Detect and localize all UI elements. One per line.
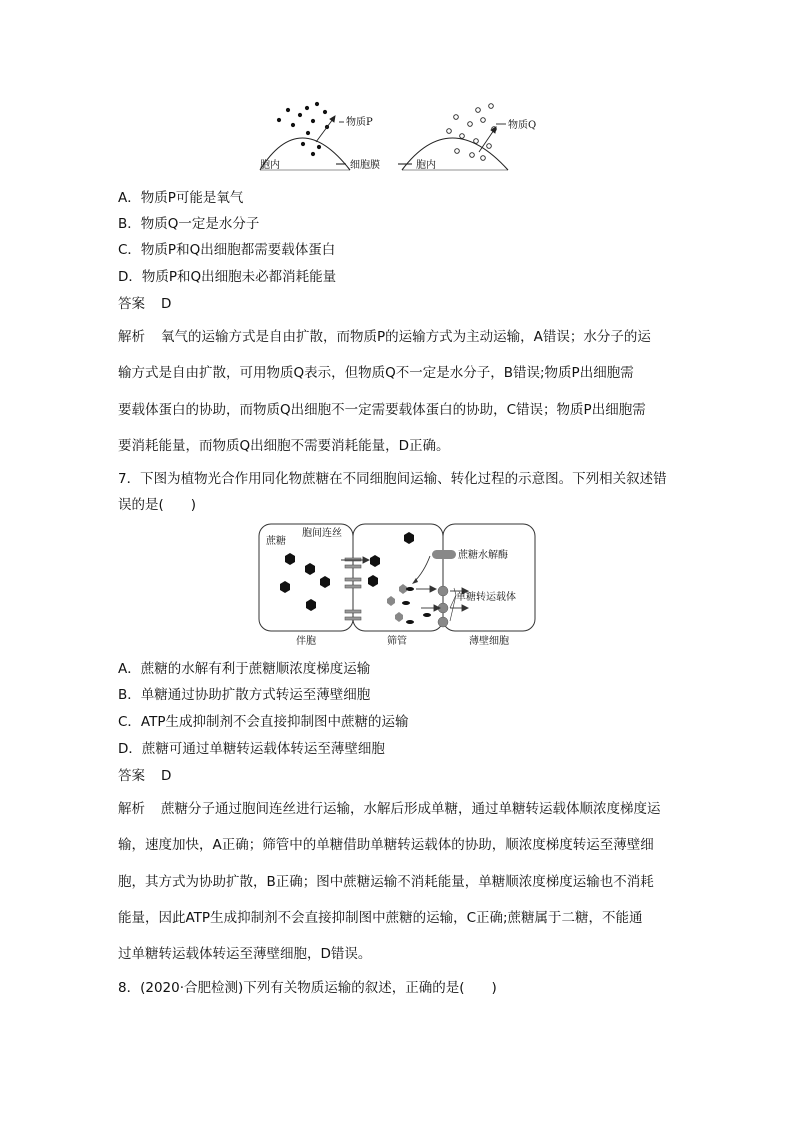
q6-analysis-line-1 bbox=[118, 328, 651, 346]
q6-option-a: A．物质P可能是氧气 bbox=[118, 190, 244, 206]
label-sucrase: 蔗糖水解酶 bbox=[458, 550, 508, 561]
q8-stem: 8．(2020·合肥检测)下列有关物质运输的叙述，正确的是( ) bbox=[118, 980, 497, 996]
q7-option-d: D．蔗糖可通过单糖转运载体转运至薄壁细胞 bbox=[118, 741, 385, 757]
label-substance-p: 物质P bbox=[346, 117, 373, 128]
q7-stem-line-2: 误的是( ) bbox=[118, 497, 197, 513]
membrane-transport-figure bbox=[250, 98, 550, 176]
q7-answer-label: 答案 bbox=[118, 768, 145, 784]
q7-option-b: B．单糖通过协助扩散方式转运至薄壁细胞 bbox=[118, 687, 371, 703]
q6-answer-value: D bbox=[161, 296, 172, 312]
q7-analysis-text-1: 蔗糖分子通过胞间连丝进行运输，水解后形成单糖，通过单糖转运载体顺浓度梯度运 bbox=[161, 801, 661, 817]
q7-option-a: A．蔗糖的水解有利于蔗糖顺浓度梯度运输 bbox=[118, 661, 371, 677]
q6-analysis-label: 解析 bbox=[118, 329, 145, 345]
q6-analysis-text-1: 氧气的运输方式是自由扩散，而物质P的运输方式为主动运输，A错误；水分子的运 bbox=[161, 329, 651, 345]
q7-answer-value: D bbox=[161, 768, 172, 784]
label-monosaccharide-transporter: 单糖转运载体 bbox=[456, 592, 516, 603]
q6-option-b: B．物质Q一定是水分子 bbox=[118, 216, 260, 232]
q7-option-c: C．ATP生成抑制剂不会直接抑制图中蔗糖的运输 bbox=[118, 714, 409, 730]
label-membrane: 细胞膜 bbox=[350, 160, 380, 171]
q6-option-c: C．物质P和Q出细胞都需要载体蛋白 bbox=[118, 242, 336, 258]
label-parenchyma-cell: 薄壁细胞 bbox=[469, 636, 509, 647]
label-sieve-tube: 筛管 bbox=[387, 636, 407, 647]
label-plasmodesmata: 胞间连丝 bbox=[302, 528, 342, 539]
q7-analysis-line-3: 胞，其方式为协助扩散，B正确；图中蔗糖运输不消耗能量，单糖顺浓度梯度运输也不消耗 bbox=[118, 874, 654, 890]
label-sucrose: 蔗糖 bbox=[266, 536, 286, 547]
q7-analysis-label: 解析 bbox=[118, 801, 145, 817]
label-inside-right: 胞内 bbox=[416, 160, 436, 171]
q6-option-d: D．物质P和Q出细胞未必都消耗能量 bbox=[118, 269, 337, 285]
q6-analysis-line-3: 要载体蛋白的协助，而物质Q出细胞不一定需要载体蛋白的协助，C错误；物质P出细胞需 bbox=[118, 402, 646, 418]
q6-analysis-line-4: 要消耗能量，而物质Q出细胞不需要消耗能量，D正确。 bbox=[118, 438, 450, 454]
label-companion-cell: 伴胞 bbox=[296, 636, 316, 647]
q7-stem-line-1: 7．下图为植物光合作用同化物蔗糖在不同细胞间运输、转化过程的示意图。下列相关叙述错 bbox=[118, 471, 667, 487]
q7-analysis-line-5: 过单糖转运载体转运至薄壁细胞，D错误。 bbox=[118, 946, 372, 962]
q6-analysis-line-2: 输方式是自由扩散，可用物质Q表示，但物质Q不一定是水分子，B错误;物质P出细胞需 bbox=[118, 365, 634, 381]
label-inside-left: 胞内 bbox=[260, 160, 280, 171]
q7-analysis-line-1 bbox=[118, 800, 661, 818]
q6-answer-label: 答案 bbox=[118, 296, 145, 312]
label-substance-q: 物质Q bbox=[508, 120, 537, 131]
q7-analysis-line-2: 输，速度加快，A正确；筛管中的单糖借助单糖转运载体的协助，顺浓度梯度转运至薄壁细 bbox=[118, 837, 654, 853]
q7-answer bbox=[118, 767, 171, 785]
sucrose-transport-figure bbox=[258, 522, 538, 650]
q7-analysis-line-4: 能量，因此ATP生成抑制剂不会直接抑制图中蔗糖的运输，C正确;蔗糖属于二糖，不能通 bbox=[118, 910, 643, 926]
q6-answer bbox=[118, 295, 171, 313]
